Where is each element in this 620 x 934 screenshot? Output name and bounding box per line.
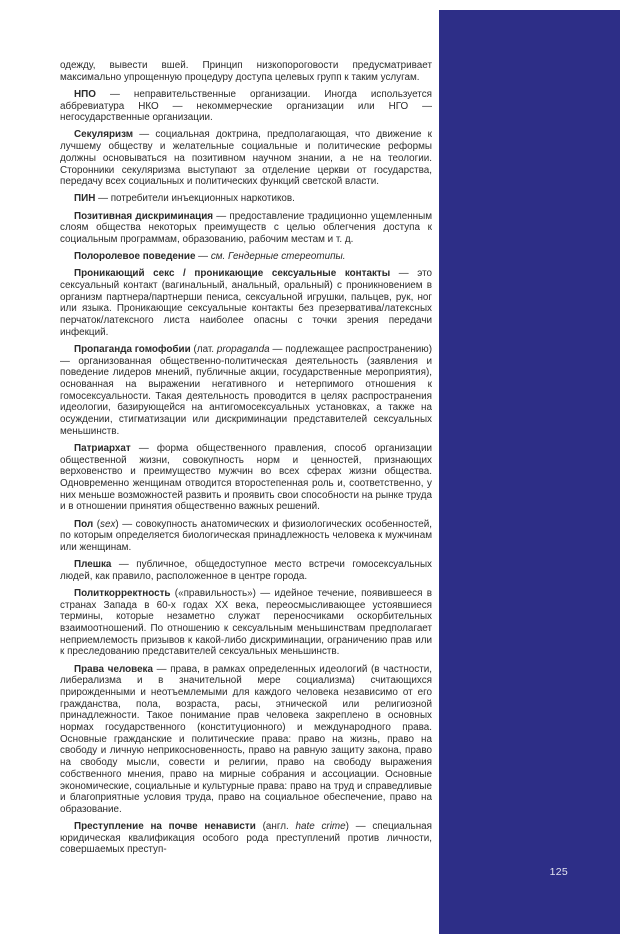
glossary-entry-term: Проникающий секс / проникающие сексуальные контакты	[74, 268, 391, 280]
glossary-entry	[60, 193, 432, 205]
glossary-entry-text-pre: —	[195, 251, 211, 263]
glossary-entry-term: Пол	[74, 518, 94, 530]
glossary-entry-text-pre: («правильность») — идейное течение, появившееся в странах Запада в 60-х годах XX века, переосмысливающее устоявшиеся термины, которые незаметно служат переносчиками оскорбительных взаимоотношений. По отношению к сексуальным меньшинствам предполагает неприемлемость призывов к какой-либо дискриминации, ограничению прав или к преследованию представителей сексуальных меньшинств.	[60, 588, 432, 658]
glossary-entry-emphasis: см. Гендерные стереотипы.	[210, 251, 346, 263]
glossary-entry	[60, 60, 432, 83]
glossary-entry	[60, 519, 432, 554]
glossary-entry	[60, 89, 432, 124]
glossary-entry-text-post: — подлежащее распространению) — организованная общественно-политическая деятельность (заявления и поведение лидеров мнений, публичные акции, государственные мероприятия), основанная на выражении негативного и нетерпимого отношения к гомосексуальности. Такая деятельность проводится в целях распространения идеологии, базирующейся на антигомосексуальных установках, а также на осуждении, стигматизации или дискриминации представителей сексуальных меньшинств.	[60, 343, 432, 437]
glossary-entry-text-pre: — потребители инъекционных наркотиков.	[95, 193, 295, 205]
glossary-entry-emphasis: hate crime	[295, 821, 346, 833]
glossary-entry-term: Права человека	[74, 663, 153, 675]
decorative-side-band	[439, 10, 620, 934]
glossary-entry-text-pre: — публичное, общедоступное место встречи гомосексуальных людей, как правило, расположенное в центре города.	[60, 559, 432, 582]
glossary-entry-text-post: ) — специальная юридическая квалификация особого рода преступлений против личности, совершаемых преступ-	[60, 821, 432, 856]
glossary-entry-term: Полоролевое поведение	[74, 251, 196, 263]
glossary-entry-emphasis: propaganda	[216, 343, 270, 355]
glossary-entry-term: ПИН	[74, 193, 96, 205]
glossary-entry-text-pre: — социальная доктрина, предполагающая, что движение к лучшему обществу и желательные социальные и политические реформы должны основываться на позитивном научном знании, а не на теологии. Сторонники секуляризма выступают за отделение церкви от государства, передачу всех социальных и политических функций светской власти.	[60, 129, 432, 188]
glossary-entry	[60, 129, 432, 187]
page-number: 125	[549, 866, 568, 878]
glossary-entry	[60, 821, 432, 856]
glossary-entry-term: Преступление на почве ненависти	[74, 821, 256, 833]
glossary-entry-text-pre: (англ.	[255, 821, 296, 833]
glossary-entry-term: Политкорректность	[74, 588, 171, 599]
glossary-entry	[60, 559, 432, 582]
glossary-entry-text-pre: — неправительственные организации. Иногда используется аббревиатура НКО — некоммерческие организации или НГО — негосударственные организации.	[60, 88, 432, 124]
glossary-entry	[60, 588, 432, 658]
glossary-entry	[60, 211, 432, 246]
glossary-entry-term: Секуляризм	[74, 129, 134, 141]
glossary-entry-text-pre: (лат.	[190, 343, 217, 355]
glossary-entry-text-pre: (	[93, 518, 101, 530]
glossary-entry-text-pre: — предоставление традиционно ущемленным слоям общества некоторых преимуществ с целью облегчения доступа к социальным программам, образованию, рабочим местам и т. д.	[60, 210, 433, 245]
glossary-entry-term: Позитивная дискриминация	[74, 210, 214, 222]
glossary-entry-text-pre: одежду, вывести вшей. Принцип низкопороговости предусматривает максимально упрощенную процедуру доступа целевых групп к таким услугам.	[60, 60, 432, 83]
glossary-entry-text-post: ) — совокупность анатомических и физиологических особенностей, по которым определяется биологическая принадлежность человека к мужчинам или женщинам.	[60, 518, 432, 553]
glossary-entry	[60, 664, 432, 816]
glossary-entry-term: Пропаганда гомофобии	[74, 343, 191, 355]
glossary-entry	[60, 344, 432, 438]
glossary-entry-term: НПО	[74, 88, 96, 100]
glossary-entry	[60, 443, 432, 513]
glossary-entry-emphasis: sex	[100, 518, 116, 530]
glossary-entry-text-pre: — форма общественного правления, способ организации общественной жизни, совокупность норм и ценностей, признающих верховенство и преимущество мужчин во всех сферах жизни общества. Одновременно женщинам отводится второстепенная роль и, соответственно, у них меньше возможностей развить и проявить свои способности на рынке труда и в отношении принятия общественно важных решений.	[60, 442, 432, 513]
glossary-entry-text-pre: — это сексуальный контакт (вагинальный, анальный, оральный) с проникновением в организм партнера/партнерши пениса, сексуальной игрушки, пальцев, рук, ног или языка. Проникающие сексуальные контакты без презерватива/латексных перчаток/латексного листа наиболее опасны с точки зрения передачи инфекций.	[60, 268, 432, 338]
glossary-entry-text-pre: — права, в рамках определенных идеологий (в частности, либерализма и в значительной мере социализма) считающихся прирожденными и неотъемлемыми для каждого человека независимо от его гражданства, пола, возраста, расы, этнической или религиозной принадлежности. Такое понимание прав человека закреплено в основных нормах государственного (конституционного) и международного права. Основные гражданские и политические права: право на жизнь, право на свободу и личную неприкосновенность, право на равную защиту закона, право на свободу мысли, совести и религии, право на свободу выражения собственного мнения, право на мирные собрания и ассоциации. Основные экономические, социальные и культурные права: право на труд и справедливые и благоприятные условия труда, право на социальное обеспечение, право на образование.	[60, 663, 432, 815]
glossary-entry	[60, 268, 432, 338]
glossary-entry-term: Плешка	[74, 559, 112, 571]
glossary-entry	[60, 251, 432, 263]
glossary-entry-term: Патриархат	[74, 442, 131, 454]
content-column	[60, 60, 432, 862]
